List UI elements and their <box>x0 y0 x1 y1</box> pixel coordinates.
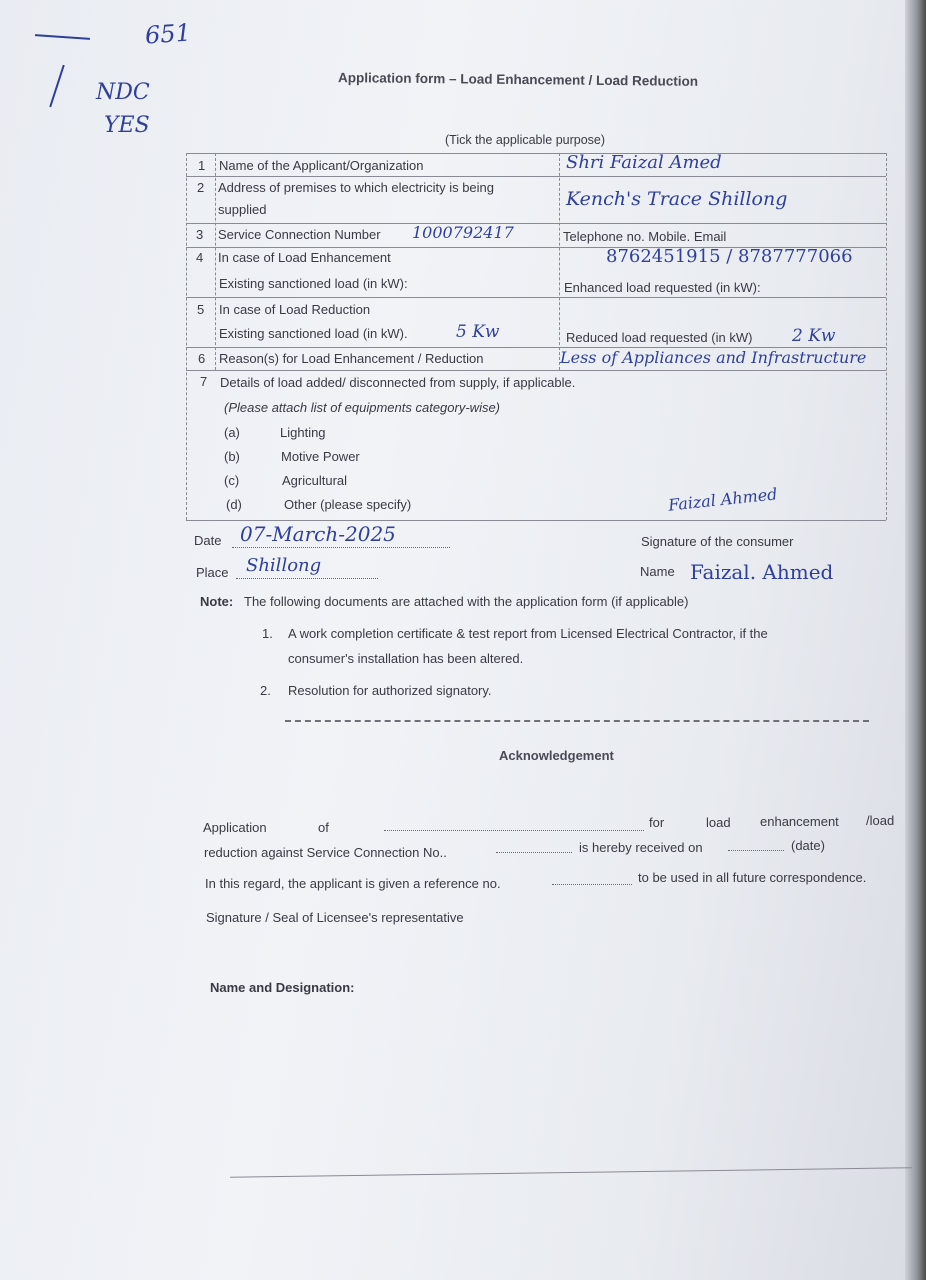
existing-load-value: 5 Kw <box>456 322 500 342</box>
ack-signature-label: Signature / Seal of Licensee's representative <box>206 910 464 925</box>
document-2-number: 2. <box>260 683 271 698</box>
table-column-divider <box>559 153 560 370</box>
row-3-number: 3 <box>196 227 204 242</box>
ack-line-2-start: reduction against Service Connection No.. <box>204 845 447 860</box>
ack-line-2-middle: is hereby received on <box>579 840 703 855</box>
category-text: Agricultural <box>282 473 348 488</box>
section-divider <box>285 720 869 722</box>
ack-line-1-word: for <box>649 815 665 830</box>
annotation-yes: YES <box>104 113 150 138</box>
table-line <box>186 153 886 154</box>
load-details-note: (Please attach list of equipments category-wise) <box>224 400 501 415</box>
ack-date-blank <box>728 850 784 851</box>
address-value: Kench's Trace Shillong <box>566 188 788 210</box>
place-underline <box>236 578 378 579</box>
reason-value: Less of Appliances and Infrastructure <box>560 348 867 367</box>
ack-name-designation-label: Name and Designation: <box>210 980 355 995</box>
category-text: Lighting <box>280 425 326 440</box>
date-label: Date <box>194 533 222 548</box>
category-text: Other (please specify) <box>284 497 412 512</box>
service-connection-label: Service Connection Number <box>218 227 381 242</box>
table-border-right <box>886 153 887 520</box>
paper-edge <box>905 0 926 1280</box>
table-line <box>186 297 886 298</box>
place-value: Shillong <box>246 555 322 576</box>
reason-label: Reason(s) for Load Enhancement / Reduction <box>219 351 484 366</box>
reduced-load-label: Reduced load requested (in kW) <box>566 330 753 345</box>
ack-application-blank <box>384 830 644 831</box>
date-underline <box>232 547 450 548</box>
ack-line-2-end: (date) <box>791 838 825 853</box>
load-reduction-label: In case of Load Reduction <box>219 302 371 317</box>
ack-line-3-start: In this regard, the applicant is given a reference no. <box>205 876 501 891</box>
ack-line-1-word: load <box>706 815 731 830</box>
row-2-number: 2 <box>197 180 205 195</box>
applicant-name-label: Name of the Applicant/Organization <box>219 158 424 173</box>
category-key: (c) <box>224 473 240 488</box>
form-instruction: (Tick the applicable purpose) <box>445 133 606 147</box>
row-4-number: 4 <box>196 250 204 265</box>
form-title: Application form – Load Enhancement / Load Reduction <box>337 70 699 89</box>
place-label: Place <box>196 565 229 580</box>
name-label: Name <box>640 564 675 579</box>
category-key: (d) <box>226 497 242 512</box>
consumer-signature: Faizal Ahmed <box>667 484 779 515</box>
signature-label: Signature of the consumer <box>641 534 794 549</box>
acknowledgement-title: Acknowledgement <box>499 748 614 763</box>
table-line <box>186 176 886 177</box>
contact-label: Telephone no. Mobile. Email <box>563 229 727 244</box>
category-text: Motive Power <box>281 449 360 464</box>
annotation-ndc: NDC <box>96 80 150 105</box>
ack-line-1-word: /load <box>866 813 895 828</box>
enhanced-load-label: Enhanced load requested (in kW): <box>564 280 761 295</box>
note-text: The following documents are attached with the application form (if applicable) <box>244 594 689 609</box>
ack-connection-blank <box>496 852 572 853</box>
address-label-line-2: supplied <box>218 202 267 217</box>
table-border-left <box>186 153 187 520</box>
row-7-number: 7 <box>200 374 208 389</box>
table-line <box>186 223 886 224</box>
document-1-number: 1. <box>262 626 273 641</box>
document-1-line-2: consumer's installation has been altered. <box>288 651 524 666</box>
ack-line-3-end: to be used in all future correspondence. <box>638 870 867 885</box>
row-6-number: 6 <box>198 351 206 366</box>
ack-reference-blank <box>552 884 632 885</box>
ack-line-1-word: of <box>318 820 329 835</box>
phone-numbers-value: 8762451915 / 8787777066 <box>606 246 853 267</box>
document-1-line-1: A work completion certificate & test report from Licensed Electrical Contractor, if the <box>288 626 768 641</box>
table-line <box>186 520 886 521</box>
load-details-label: Details of load added/ disconnected from supply, if applicable. <box>220 375 576 390</box>
annotation-number: 651 <box>144 18 192 50</box>
category-key: (a) <box>224 425 240 440</box>
applicant-name-value: Shri Faizal Amed <box>566 152 722 173</box>
table-column-divider <box>215 153 216 370</box>
table-line <box>186 370 886 371</box>
note-label: Note: <box>200 594 234 609</box>
reduced-load-value: 2 Kw <box>792 326 836 346</box>
name-value: Faizal. Ahmed <box>690 560 834 584</box>
existing-load-reduction-label: Existing sanctioned load (in kW). <box>219 326 408 341</box>
load-enhancement-label: In case of Load Enhancement <box>218 250 391 265</box>
category-key: (b) <box>224 449 240 464</box>
row-5-number: 5 <box>197 302 205 317</box>
date-value: 07-March-2025 <box>240 522 396 546</box>
address-label-line-1: Address of premises to which electricity is being <box>218 180 495 195</box>
ack-line-1-word: Application <box>203 820 267 835</box>
document-2-text: Resolution for authorized signatory. <box>288 683 492 698</box>
ack-line-1-word: enhancement <box>760 814 839 829</box>
service-connection-value: 1000792417 <box>412 223 514 242</box>
existing-load-label: Existing sanctioned load (in kW): <box>219 276 408 291</box>
row-1-number: 1 <box>198 158 206 173</box>
